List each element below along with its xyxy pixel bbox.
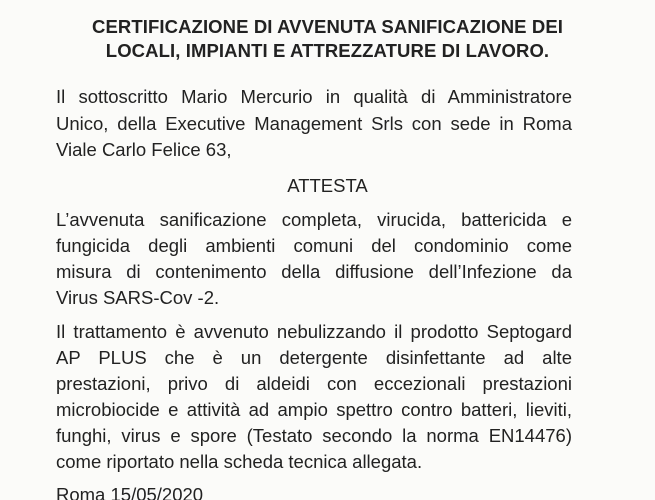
paragraph-1-line: Virus SARS-Cov -2. <box>56 287 220 308</box>
paragraph-1-line: fungicida degli ambienti comuni del condominio come <box>56 235 572 256</box>
intro-line: Il sottoscritto Mario Mercurio in qualità di Amministratore <box>56 86 572 107</box>
paragraph-2-line: prestazioni, privo di aldeidi con eccezionali prestazioni <box>56 373 572 394</box>
paragraph-1-line: misura di contenimento della diffusione dell’Infezione da <box>56 261 572 282</box>
paragraph-2-line: microbiocide e attività ad ampio spettro contro batteri, lieviti, <box>56 399 572 420</box>
paragraph-2-line: funghi, virus e spore (Testato secondo la norma EN14476) <box>56 425 572 446</box>
document-title-line-2: LOCALI, IMPIANTI E ATTREZZATURE DI LAVORO. <box>105 40 550 61</box>
attesta-heading: ATTESTA <box>287 175 368 196</box>
intro-line: Unico, della Executive Management Srls con sede in Roma <box>56 113 572 134</box>
date-line: Roma 15/05/2020 <box>56 484 204 500</box>
document-title-line-1: CERTIFICAZIONE DI AVVENUTA SANIFICAZIONE DEI <box>91 16 564 37</box>
paragraph-1-line: L’avvenuta sanificazione completa, virucida, battericida e <box>56 209 572 230</box>
intro-line: Viale Carlo Felice 63, <box>56 139 232 160</box>
paragraph-2-line: Il trattamento è avvenuto nebulizzando il prodotto Septogard <box>56 321 572 342</box>
paragraph-2-line: come riportato nella scheda tecnica allegata. <box>56 451 423 472</box>
paragraph-2-line: AP PLUS che è un detergente disinfettante ad alte <box>56 347 572 368</box>
